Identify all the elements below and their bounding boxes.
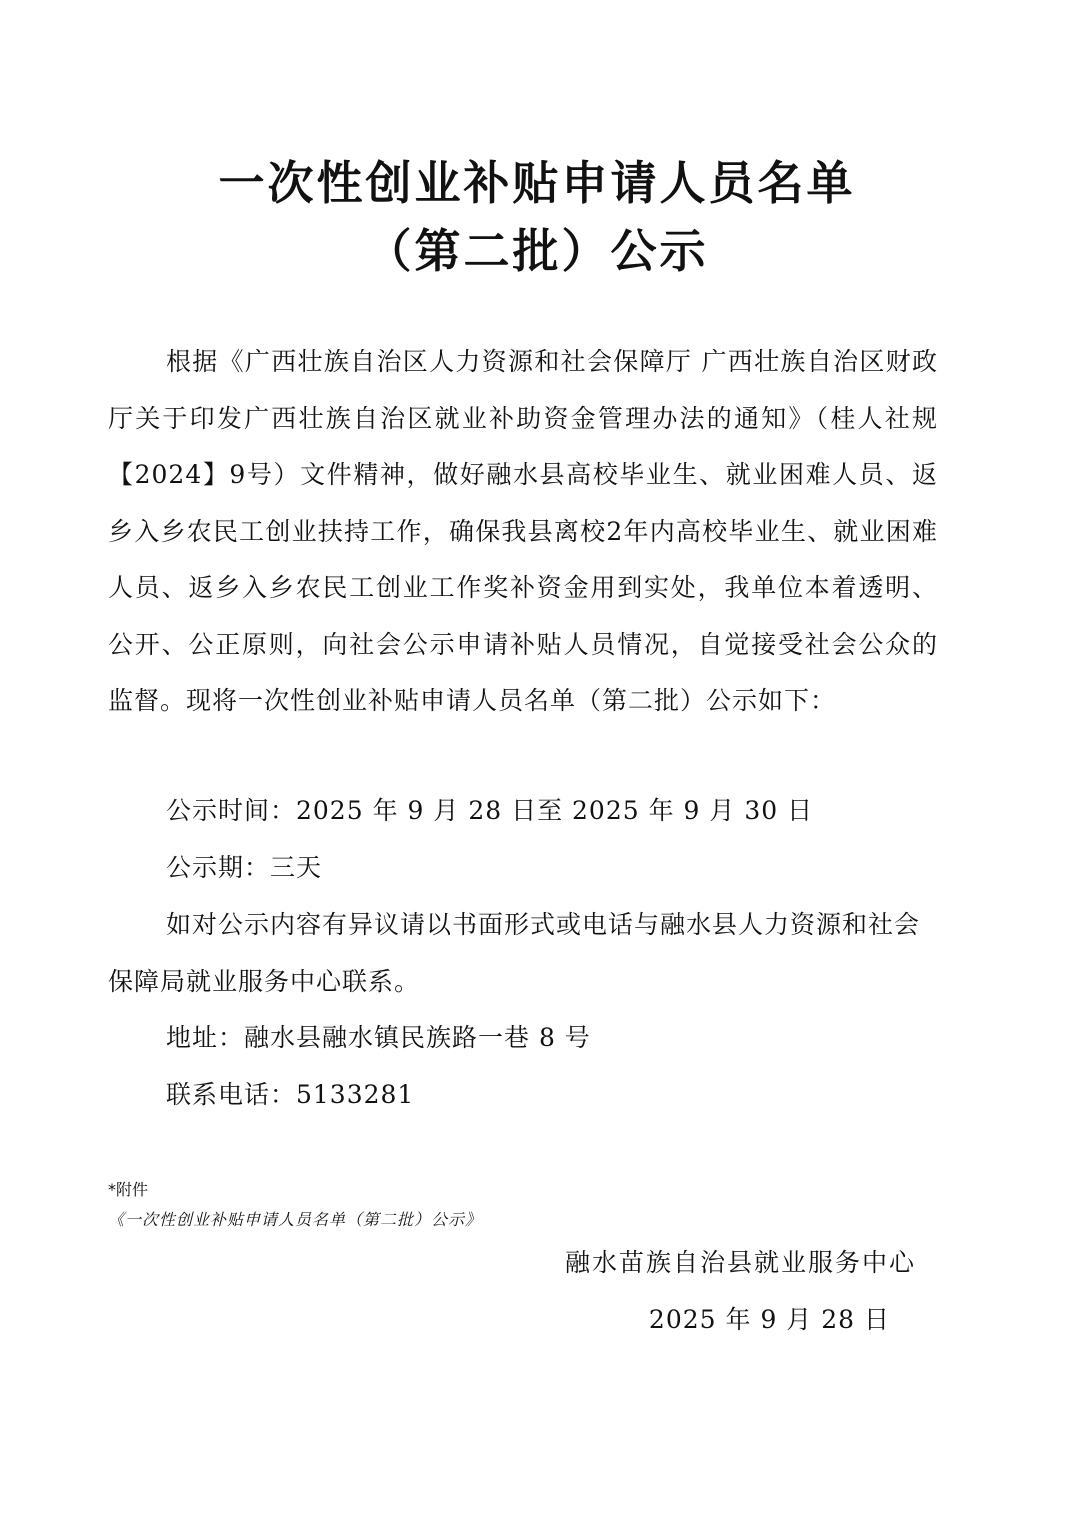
contact-address: 地址：融水县融水镇民族路一巷 8 号 xyxy=(166,1023,591,1052)
document-title-line-2: （第二批）公示 xyxy=(365,224,709,278)
signature-organization: 融水苗族自治县就业服务中心 xyxy=(564,1248,916,1277)
intro-paragraph: 根据《广西壮族自治区人力资源和社会保障厅 广西壮族自治区财政厅关于印发广西壮族自治区就业补助资金管理办法的通知》（桂人社规【2024】9号）文件精神，做好融水县高校毕业生、就业困难人员、返乡入乡农民工创业扶持工作，确保我县离校2年内高校毕业生、就业困难人员、返乡入乡农民工创业工作奖补资金用到实处，我单位本着透明、公开、公正原则，向社会公示申请补贴人员情况，自觉接受社会公众的监督。现将一次性创业补贴申请人员名单（第二批）公示如下： xyxy=(108,347,938,715)
attachment-link[interactable]: 《一次性创业补贴申请人员名单（第二批）公示》 xyxy=(108,1210,483,1229)
contact-phone: 联系电话：5133281 xyxy=(166,1080,415,1109)
attachment-label: *附件 xyxy=(108,1180,149,1199)
publicity-period: 公示期：三天 xyxy=(166,853,323,882)
objection-paragraph: 如对公示内容有异议请以书面形式或电话与融水县人力资源和社会保障局就业服务中心联系。 xyxy=(108,910,921,996)
document-title-line-1: 一次性创业补贴申请人员名单 xyxy=(218,156,856,210)
signature-date: 2025 年 9 月 28 日 xyxy=(648,1305,890,1334)
publicity-time: 公示时间：2025 年 9 月 28 日至 2025 年 9 月 30 日 xyxy=(166,796,814,825)
